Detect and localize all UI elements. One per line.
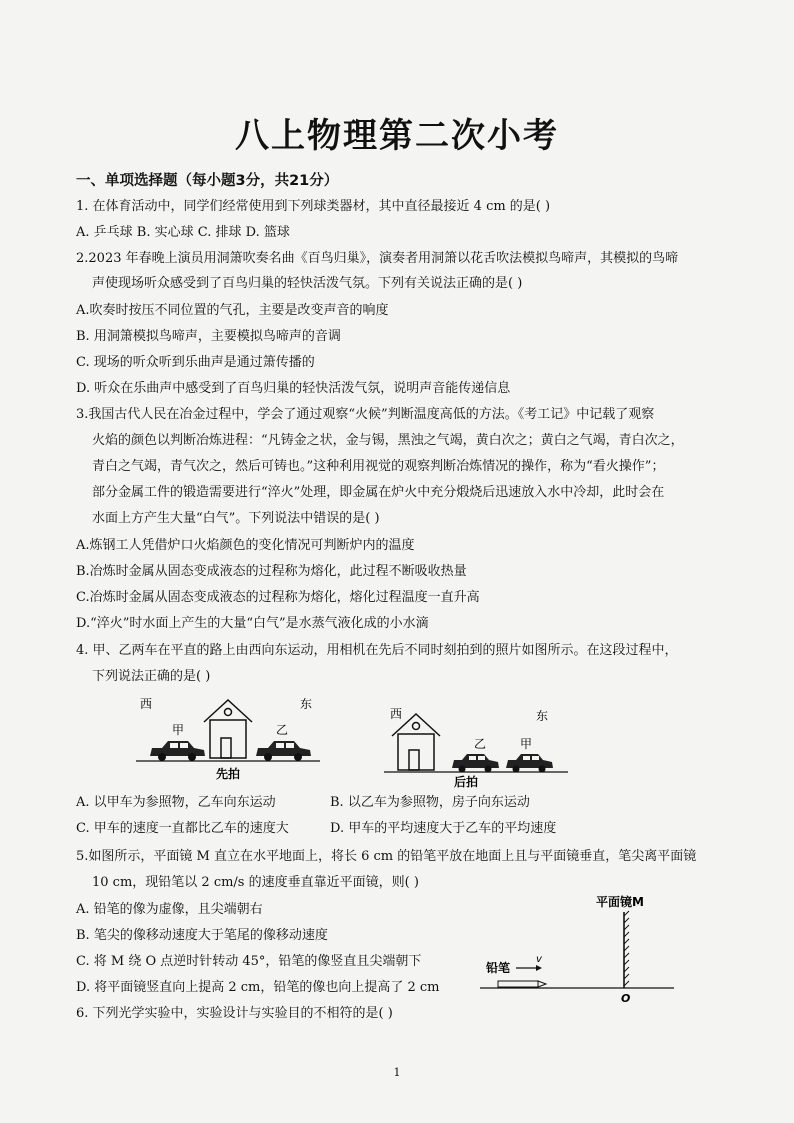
page-title: 八上物理第二次小考 [235,116,559,156]
question-5-option-a: A. 铅笔的像为虚像，且尖端朝右 [76,902,263,917]
question-3-stem-line1: 3.我国古代人民在冶金过程中，学会了通过观察“火候”判断温度高低的方法。《考工记》中记载了观察 [76,407,655,422]
car-a-label: 甲 [172,723,185,737]
west-label: 西 [390,707,403,721]
question-2-stem-line2: 声使现场听众感受到了百鸟归巢的轻快活泼气氛。下列有关说法正确的是( ) [92,276,523,291]
mirror-pencil-figure [478,892,678,1004]
velocity-arrow [516,965,542,971]
question-5-option-b: B. 笔尖的像移动速度大于笔尾的像移动速度 [76,928,328,943]
question-3-option-b: B.冶炼时金属从固态变成液态的过程称为熔化，此过程不断吸收热量 [76,564,467,579]
question-6-stem: 6. 下列光学实验中，实验设计与实验目的不相符的是( ) [76,1006,393,1021]
question-5-option-d: D. 将平面镜竖直向上提高 2 cm，铅笔的像也向上提高了 2 cm [76,980,440,995]
point-o-label: O [621,992,631,1004]
caption-first: 先拍 [216,767,241,781]
question-3-stem-line3: 青白之气竭，青气次之，然后可铸也。”这种利用视觉的观察判断冶炼情况的操作，称为“看火操作”； [92,459,665,474]
question-4-stem-line2: 下列说法正确的是( ) [92,669,211,684]
pencil-icon [498,981,546,987]
question-5-option-c: C. 将 M 绕 O 点逆时针转动 45°，铅笔的像竖直且尖端朝下 [76,954,422,969]
question-4-option-b: B. 以乙车为参照物，房子向东运动 [330,795,530,810]
velocity-label: v [536,954,542,965]
question-3-stem-line2: 火焰的颜色以判断冶炼进程：“凡铸金之状，金与锡，黑浊之气竭，黄白次之；黄白之气竭，青白次之， [92,433,684,448]
question-3-option-a: A.炼钢工人凭借炉口火焰颜色的变化情况可判断炉内的温度 [76,538,415,553]
pencil-label: 铅笔 [486,961,511,975]
east-label: 东 [300,697,313,711]
question-2-option-a: A.吹奏时按压不同位置的气孔，主要是改变声音的响度 [76,303,389,318]
section-heading: 一、单项选择题（每小题3分，共21分） [76,173,339,189]
question-4-option-d: D. 甲车的平均速度大于乙车的平均速度 [330,821,557,836]
photo-second-figure [378,700,574,790]
question-4-stem-line1: 4. 甲、乙两车在平直的路上由西向东运动，用相机在先后不同时刻拍到的照片如图所示。在这段过程中， [76,643,678,658]
question-5-stem-line1: 5.如图所示，平面镜 M 直立在水平地面上，将长 6 cm 的铅笔平放在地面上且与平面镜垂直，笔尖离平面镜 [76,849,697,864]
question-5-stem-line2: 10 cm，现铅笔以 2 cm/s 的速度垂直靠近平面镜，则( ) [92,875,419,890]
question-2-stem-line1: 2.2023 年春晚上演员用洞箫吹奏名曲《百鸟归巢》，演奏者用洞箫以花舌吹法模拟鸟啼声，其模拟的鸟啼 [76,251,679,266]
question-2-option-d: D. 听众在乐曲声中感受到了百鸟归巢的轻快活泼气氛，说明声音能传递信息 [76,381,511,396]
car-a-icon [150,741,205,761]
car-b-icon [256,741,311,761]
car-b-label: 乙 [474,737,487,751]
question-1-options: A. 乒乓球 B. 实心球 C. 排球 D. 篮球 [76,225,290,240]
question-4-option-a: A. 以甲车为参照物，乙车向东运动 [76,795,276,810]
west-label: 西 [140,697,153,711]
question-1-stem: 1. 在体育活动中，同学们经常使用到下列球类器材，其中直径最接近 4 cm 的是( ) [76,199,551,214]
question-4-option-c: C. 甲车的速度一直都比乙车的速度大 [76,821,289,836]
question-3-stem-line4: 部分金属工件的锻造需要进行“淬火”处理，即金属在炉火中充分煅烧后迅速放入水中冷却，此时会在 [92,485,665,500]
question-3-option-c: C.冶炼时金属从固态变成液态的过程称为熔化，熔化过程温度一直升高 [76,590,480,605]
car-b-icon [452,754,499,773]
question-2-option-c: C. 现场的听众听到乐曲声是通过箫传播的 [76,355,315,370]
car-a-icon [506,754,553,773]
mirror-label: 平面镜M [596,895,644,909]
plane-mirror [624,911,629,988]
photo-first-figure [128,694,328,786]
east-label: 东 [536,709,549,723]
car-b-label: 乙 [276,723,289,737]
question-3-option-d: D.“淬火”时水面上产生的大量“白气”是水蒸气液化成的小水滴 [76,616,429,631]
question-2-option-b: B. 用洞箫模拟鸟啼声，主要模拟鸟啼声的音调 [76,329,341,344]
car-a-label: 甲 [520,737,533,751]
house-icon [392,714,440,770]
caption-second: 后拍 [454,775,479,789]
house-icon [204,700,252,758]
question-3-stem-line5: 水面上方产生大量“白气”。下列说法中错误的是( ) [92,511,380,526]
page-number: 1 [393,1066,401,1079]
